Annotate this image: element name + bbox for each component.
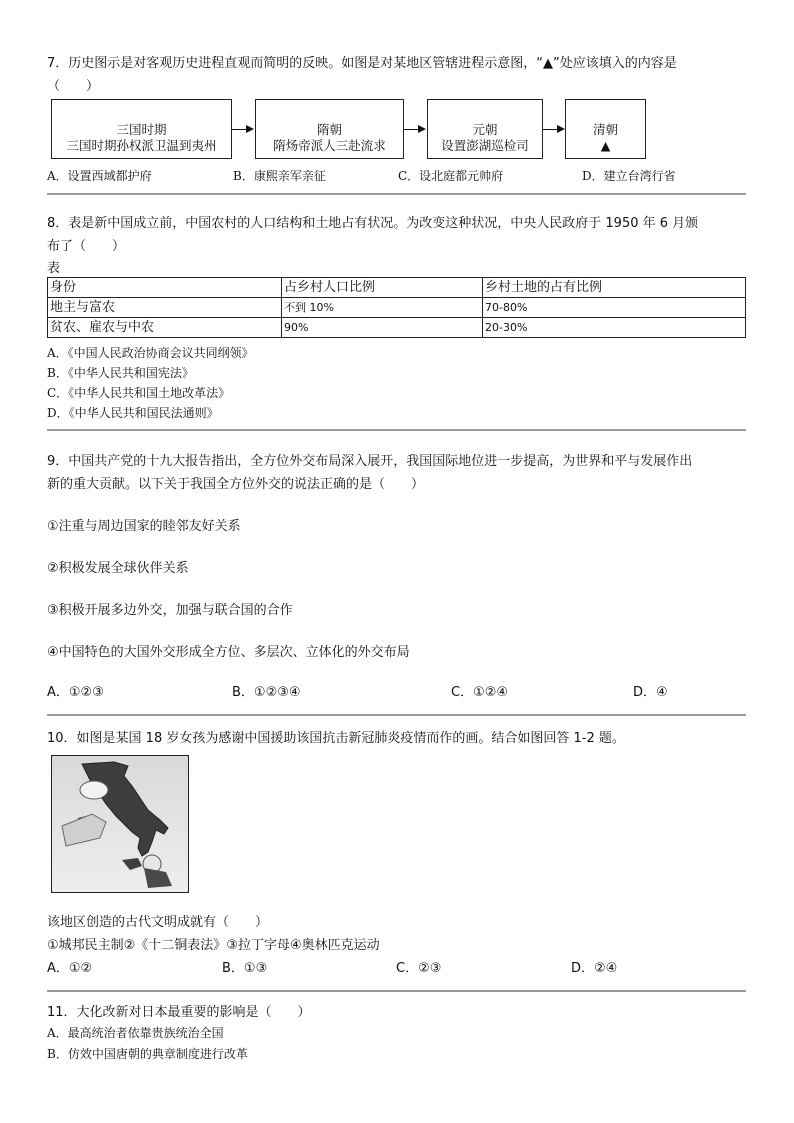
divider	[47, 429, 746, 431]
flow-box-4-placeholder: ▲	[600, 138, 611, 153]
q8-option-b[interactable]: B．《中华人民共和国宪法》	[47, 366, 194, 380]
flow-box-2-event: 隋炀帝派人三赴流求	[273, 138, 386, 153]
divider	[47, 193, 746, 195]
q8-stem-cont: 布了（ ）	[47, 239, 126, 254]
q7-option-d[interactable]: D．建立台湾行省	[582, 169, 676, 183]
q7-option-c[interactable]: C．设北庭都元帅府	[398, 169, 504, 183]
table-cell: 90%	[282, 318, 483, 338]
q7-stem-cont: （ ）	[47, 79, 100, 94]
flow-box-3-era: 元朝	[472, 122, 498, 137]
q8-table-caption: 表	[47, 261, 61, 276]
flow-box-1-era: 三国时期	[116, 122, 167, 137]
flow-arrow-3	[543, 129, 563, 130]
flow-box-1	[51, 99, 232, 159]
flow-arrow-2	[404, 129, 424, 130]
q9-option-d[interactable]: D．④	[633, 685, 668, 700]
q7-option-a[interactable]: A．设置西域都护府	[47, 169, 152, 183]
flow-box-4-era: 清朝	[592, 122, 618, 137]
q8-option-a[interactable]: A．《中国人民政治协商会议共同纲领》	[47, 346, 254, 360]
table-cell: 地主与富农	[48, 298, 282, 318]
table-cell: 20-30%	[483, 318, 746, 338]
q9-stem: 9．中国共产党的十九大报告指出，全方位外交布局深入展开，我国国际地位进一步提高，为世界和平与发展作出	[47, 454, 693, 469]
table-header-cell: 占乡村人口比例	[282, 278, 483, 298]
flow-box-3-event: 设置澎湖巡检司	[441, 138, 529, 153]
q9-statement-4: ④中国特色的大国外交形成全方位、多层次、立体化的外交布局	[47, 645, 410, 660]
q9-statement-1: ①注重与周边国家的睦邻友好关系	[47, 519, 241, 534]
q10-sub-stem: 该地区创造的古代文明成就有（ ）	[47, 915, 269, 930]
q9-statement-2: ②积极发展全球伙伴关系	[47, 561, 189, 576]
flow-box-1-event: 三国时期孙权派卫温到夷州	[66, 138, 217, 153]
table-header-row	[48, 278, 746, 298]
q8-option-d[interactable]: D．《中华人民共和国民法通则》	[47, 406, 219, 420]
divider	[47, 714, 746, 716]
italy-map-drawing	[52, 756, 188, 892]
q10-option-a[interactable]: A．①②	[47, 961, 93, 976]
q10-option-d[interactable]: D．②④	[571, 961, 618, 976]
q7-stem: 7．历史图示是对客观历史进程直观而简明的反映。如图是对某地区管辖进程示意图，“▲”处应该填入的内容是	[47, 56, 677, 71]
flow-box-2-era: 隋朝	[316, 122, 342, 137]
q9-option-c[interactable]: C．①②④	[451, 685, 509, 700]
italy-map-drawing-image	[51, 755, 189, 893]
q10-option-b[interactable]: B．①③	[222, 961, 268, 976]
q10-stem: 10．如图是某国 18 岁女孩为感谢中国援助该国抗击新冠肺炎疫情而作的画。结合如图回答 1-2 题。	[47, 731, 625, 746]
q11-option-a[interactable]: A．最高统治者依靠贵族统治全国	[47, 1026, 224, 1040]
q10-option-c[interactable]: C．②③	[396, 961, 442, 976]
table-header-cell: 身份	[48, 278, 282, 298]
q9-option-b[interactable]: B．①②③④	[232, 685, 301, 700]
flow-box-2	[255, 99, 404, 159]
q8-stem: 8．表是新中国成立前，中国农村的人口结构和土地占有状况。为改变这种状况，中央人民政府于 1950 年 6 月颁	[47, 216, 699, 231]
q9-stem-cont: 新的重大贡献。以下关于我国全方位外交的说法正确的是（ ）	[47, 477, 425, 492]
q11-stem: 11．大化改新对日本最重要的影响是（ ）	[47, 1005, 311, 1020]
q10-items: ①城邦民主制②《十二铜表法》③拉丁字母④奥林匹克运动	[47, 938, 380, 953]
q9-option-a[interactable]: A．①②③	[47, 685, 104, 700]
table-row	[48, 298, 746, 318]
q8-option-c[interactable]: C．《中华人民共和国土地改革法》	[47, 386, 231, 400]
divider	[47, 990, 746, 992]
table-cell: 70-80%	[483, 298, 746, 318]
table-cell: 贫农、雇农与中农	[48, 318, 282, 338]
q9-statement-3: ③积极开展多边外交，加强与联合国的合作	[47, 603, 293, 618]
table-row	[48, 318, 746, 338]
q11-option-b[interactable]: B．仿效中国唐朝的典章制度进行改革	[47, 1047, 248, 1061]
flow-box-3	[427, 99, 543, 159]
q7-option-b[interactable]: B．康熙亲军亲征	[233, 169, 326, 183]
flow-arrow-1	[232, 129, 252, 130]
table-header-cell: 乡村土地的占有比例	[483, 278, 746, 298]
q8-data-table	[47, 277, 746, 338]
flow-box-4	[565, 99, 646, 159]
table-cell: 不到 10%	[282, 298, 483, 318]
